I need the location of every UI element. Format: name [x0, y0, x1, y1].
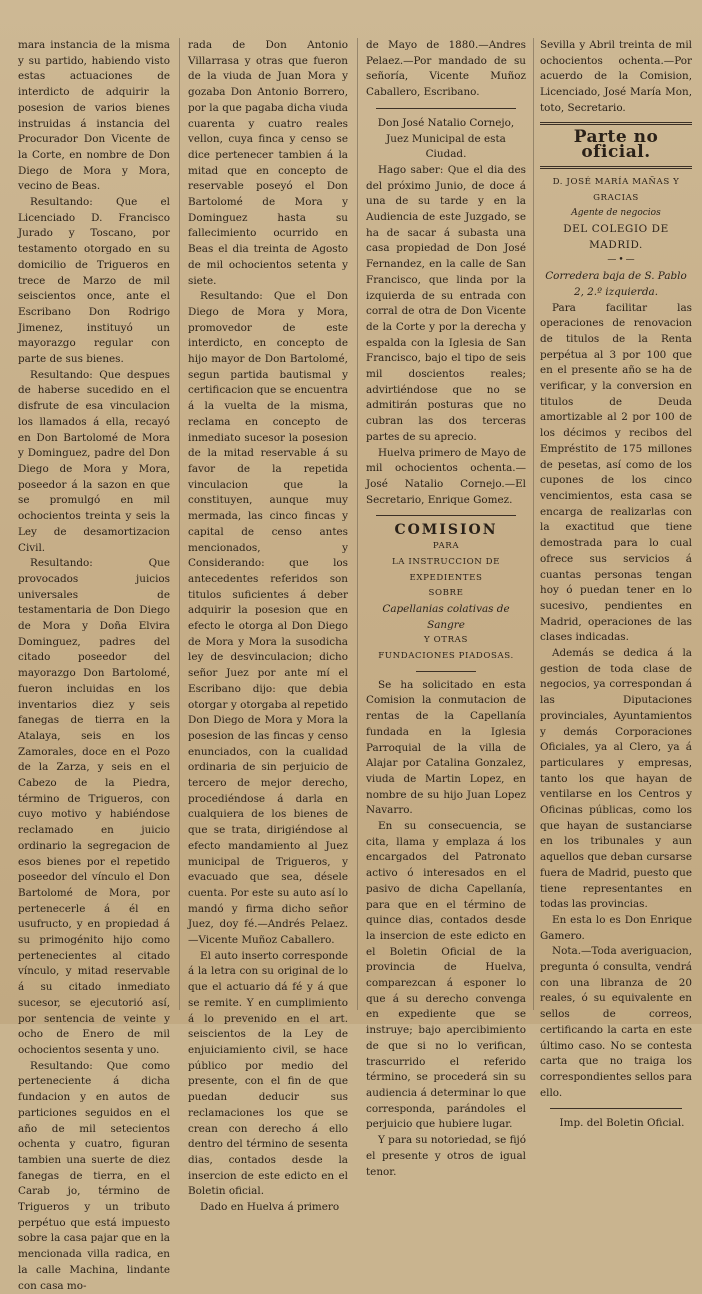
paragraph: El auto inserto corresponde á la letra con su original de lo que el actuario dá fé y á que se remite. Y en cumplimiento á lo prevenido en el art. seiscientos de la Ley de enjuiciamiento civil, se hace público por medio del presente, con el fin de que puedan deducir sus reclamaciones los que se crean con derecho á ello dentro del término de sesenta dias, contados desde la insercion de este edicto en el Boletin oficial.	[188, 949, 348, 1198]
section-heading: Parte no oficial.	[573, 126, 659, 163]
paragraph: Resultando: Que como perteneciente á dicha fundacion y en autos de particiones seguidos en el año de mil setecientos ochenta y cuatro, figuran tambien una suerte de diez fanegas de tierra, en el Carab jo, término de Trigueros y un tributo perpétuo que está impuesto sobre la casa pajar que en la mencionada villa radica, en la calle Machina, lindante con casa mo-	[18, 1059, 170, 1292]
column-divider	[533, 38, 534, 1010]
paragraph: Nota.—Toda averiguacion, pregunta ó consulta, vendrá con una libranza de 20 reales, ó su equivalente en sellos de correos, certificando la carta en este último caso. No se contesta carta que no traiga los correspondientes sellos para ello.	[540, 945, 692, 1099]
section-subtitle: PARA	[432, 541, 460, 552]
section-subtitle: SOBRE	[428, 588, 464, 599]
paragraph: Resultando: Que el Don Diego de Mora y Mora, promovedor de este interdicto, en concepto de hijo mayor de Don Bartolomé, segun partida bautismal y certificacion que se encuentra á la vuelta de la misma, reclama en concepto de inmediato sucesor la posesion de la mitad reservable á su favor de la repetida vinculacion que la constituyen, aunque muy mermada, las cinco fincas y capital de censo antes mencionados, y Considerando: que los antecedentes referidos son titulos suficientes á deber adquirir la posesion que en efecto le otorga al Don Diego de Mora y Mora la susodicha ley de desvinculacion; dicho señor Juez por ante mí el Escribano dijo: que debia otorgar y otorgaba al repetido Don Diego de Mora y Mora la posesion de las fincas y censo enunciados, con la cualidad ordinaria de sin perjuicio de tercero de mejor derecho, procediéndose á darla en cualquiera de los bienes de que se trata, dirigiéndose al efecto mandamiento al Juez municipal de Trigueros, y evacuado que sea, désele cuenta. Por este su auto así lo mandó y firma dicho señor Juez, doy fé.—Andrés Pelaez.—Vicente Muñoz Caballero.	[188, 290, 348, 947]
section-title: COMISION	[394, 522, 498, 539]
divider	[376, 108, 516, 109]
paragraph: Sevilla y Abril treinta de mil ochocientos ochenta.—Por acuerdo de la Comision, Licenciado, José María Mon, toto, Secretario.	[540, 39, 692, 114]
paragraph: Resultando: Que provocados juicios universales de testamentaria de Don Diego de Mora y Doña Elvira Dominguez, padres del citado poseedor del mayorazgo Don Bartolomé, fueron incluidas en los inventarios diez y seis fanegas de tierra en la Atalaya, seis en los Zamorales, doce en el Pozo de la Zarza, y seis en el Cabezo de la Piedra, término de Trigueros, con cuyo motivo y habiéndose reclamado en juicio ordinario la segregacion de esos bienes por el repetido poseedor del vínculo el Don Bartolomé de Mora, por pertenecerle á él en usufructo, y en propiedad á su primogénito hijo como pertenecientes al citado vínculo, y mitad reservable á su citado inmediato sucesor, se ejecutorió así, por sentencia de veinte y ocho de Enero de mil ochocientos sesenta y uno.	[18, 557, 170, 1056]
divider	[376, 515, 516, 516]
paragraph: Y para su notoriedad, se fijó el presente y otros de igual tenor.	[366, 1134, 526, 1178]
college-name: DEL COLEGIO DE MADRID.	[563, 223, 669, 251]
paragraph: Resultando: Que despues de haberse sucedido en el disfrute de esa vinculacion los llamados á ella, recayó en Don Bartolomé de Mora y Dominguez, padre del Don Diego de Mora y Mora, poseedor á la sazon en que se promulgó en mil ochocientos treinta y seis la Ley de desamortizacion Civil.	[18, 368, 170, 554]
paragraph: Huelva primero de Mayo de mil ochocientos ochenta.—José Natalio Cornejo.—El Secretario, Enrique Gomez.	[366, 446, 526, 506]
paragraph: Además se dedica á la gestion de toda clase de negocios, ya correspondan á las Diputaciones provinciales, Ayuntamientos y demás Corporaciones Oficiales, ya al Clero, ya á particulares y empresas, tanto los que hayan de ventilarse en los Centros y Oficinas públicas, como los que hayan de sustanciarse en los tribunales y aun aquellos que deban cursarse fuera de Madrid, puesto que tiene representantes en todas las provincias.	[540, 647, 692, 911]
notice-heading: Don José Natalio Cornejo, Juez Municipal de esta Ciudad.	[377, 116, 515, 161]
section-subtitle: Y OTRAS	[424, 635, 468, 646]
section-subtitle: LA INSTRUCCION DE EXPEDIENTES	[391, 556, 501, 583]
column-divider	[357, 38, 358, 1010]
paragraph: Se ha solicitado en esta Comision la conmutacion de rentas de la Capellanía fundada en la Iglesia Parroquial de la villa de Alajar por Catalina Gonzalez, viuda de Martin Lopez, en nombre de su hijo Juan Lopez Navarro.	[366, 678, 526, 817]
paragraph: Dado en Huelva á primero	[200, 1201, 340, 1214]
paragraph: de Mayo de 1880.—Andres Pelaez.—Por mandado de su señoría, Vicente Muñoz Caballero, Escribano.	[366, 39, 526, 99]
divider	[550, 1108, 682, 1109]
paragraph: Para facilitar las operaciones de renovacion de titulos de la Renta perpétua al 3 por 100 que en el presente año se ha de verificar, y la conversion en titulos de Deuda amortizable al 2 por 100 de los décimos y recibos del Empréstito de 175 millones de pesetas, así como de los cupones de los cinco vencimientos, esta casa se encarga de realizarlas con la exactitud que tiene demostrada para lo cual ofrece sus servicios á cuantas personas tengan hoy ó puedan tener en lo sucesivo, pendientes en Madrid, operaciones de las clases indicadas.	[540, 301, 692, 644]
section-subtitle: FUNDACIONES PIADOSAS.	[378, 651, 514, 662]
agent-role: Agente de negocios	[571, 208, 661, 219]
column-divider	[179, 38, 180, 1010]
paragraph: Hago saber: Que el dia des del próximo Junio, de doce á una de su tarde y en la Audiencia de este Juzgado, se ha de sacar á subasta una casa propiedad de Don José Fernandez, en la calle de San Francisco, que linda por la izquierda de su entrada con corral de otra de Don Vicente de la Corte y por la derecha y espalda con la Iglesia de San Francisco, bajo el tipo de seis mil doscientos reales; advirtiéndose que no se admitirán posturas que no cubran las dos terceras partes de su aprecio.	[366, 163, 526, 443]
ornament: —•—	[607, 255, 637, 266]
divider	[416, 671, 476, 672]
column-2	[188, 38, 348, 1214]
column-4	[540, 38, 692, 1130]
column-3	[366, 38, 526, 1178]
paragraph: En esta lo es Don Enrique Gamero.	[540, 913, 692, 942]
divider	[540, 166, 692, 169]
address: Corredera baja de S. Pablo 2, 2.º izquierda.	[545, 270, 687, 298]
paragraph: En su consecuencia, se cita, llama y emplaza á los encargados del Patronato activo ó interesados en el pasivo de dicha Capellanía, para que en el término de quince dias, contados desde la insercion de este edicto en el Boletin Oficial de la provincia de Huelva, comparezcan á esponer lo que á su derecho convenga en expediente que se instruye; bajo apercibimiento de que si no lo verifican, trascurrido el referido término, se procederá sin su audiencia á determinar lo que corresponda, parándoles el perjuicio que hubiere lugar.	[366, 820, 526, 1131]
imprint: Imp. del Boletin Oficial.	[559, 1117, 685, 1130]
paragraph: Resultando: Que el Licenciado D. Francisco Jurado y Toscano, por testamento otorgado en su domicilio de Trigueros en trece de Marzo de mil seiscientos once, ante el Escribano Don Rodrigo Jimenez, instituyó un mayorazgo regular con parte de sus bienes.	[18, 196, 170, 366]
paragraph: mara instancia de la misma y su partido, habiendo visto estas actuaciones de interdicto de adquirir la posesion de varios bienes instruidas á instancia del Procurador Don Vicente de la Corte, en nombre de Don Diego de Mora y Mora, vecino de Beas.	[18, 39, 170, 193]
paragraph: rada de Don Antonio Villarrasa y otras que fueron de la viuda de Juan Mora y gozaba Don Antonio Borrero, por la que pagaba dicha viuda cuarenta y cuatro reales vellon, cuya finca y censo se dice pertenecer tambien á la mitad que en concepto de reservable poseyó el Don Bartolomé de Mora y Dominguez hasta su fallecimiento ocurrido en Beas el dia treinta de Agosto de mil ochocientos setenta y siete.	[188, 39, 348, 287]
divider	[540, 122, 692, 125]
agent-name: D. JOSÉ MARÍA MAÑAS Y GRACIAS	[552, 176, 680, 203]
section-subtitle: Capellanias colativas de Sangre	[382, 602, 510, 631]
column-1	[18, 38, 170, 1292]
